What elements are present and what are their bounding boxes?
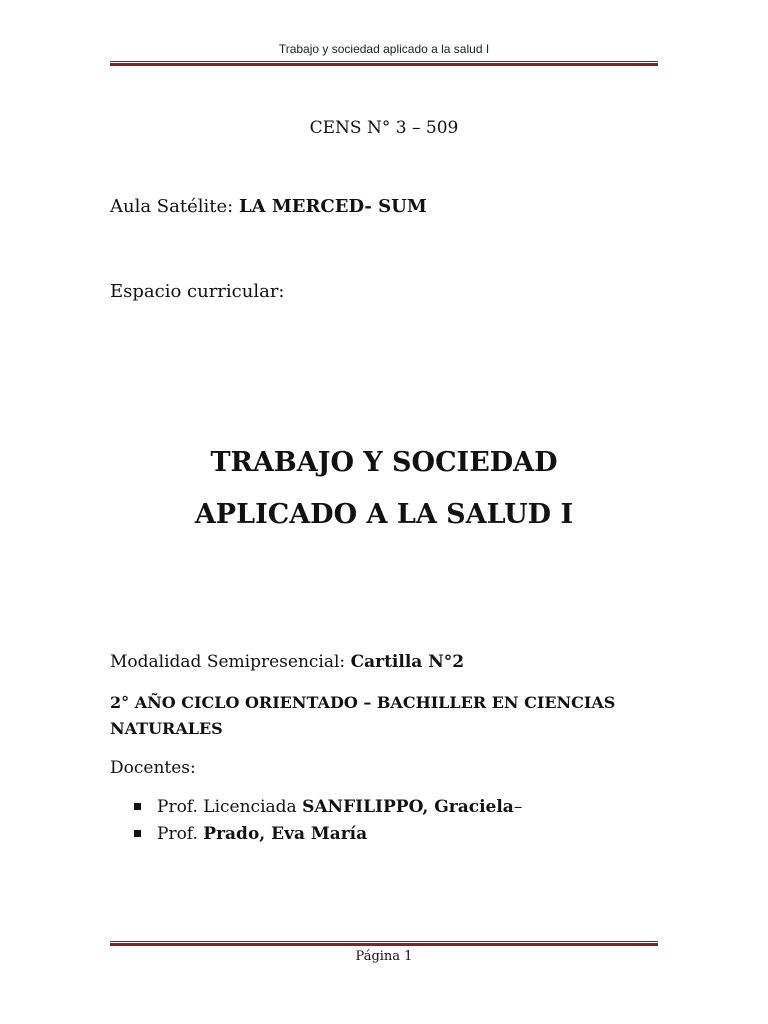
aula-label: Aula Satélite:: [110, 196, 239, 217]
aula-line: [110, 196, 427, 217]
docentes-label: Docentes:: [110, 758, 196, 778]
aula-value: LA MERCED- SUM: [238, 196, 427, 217]
docente-name: Prado, Eva María: [203, 823, 368, 844]
docente-suffix: –: [513, 796, 523, 817]
school-name: CENS N° 3 – 509: [309, 118, 459, 138]
course-year: 2° AÑO CICLO ORIENTADO – BACHILLER EN CIENCIAS NATURALES: [110, 693, 616, 738]
header-rule: [110, 61, 658, 66]
modalidad-line: [110, 652, 464, 672]
espacio-label: Espacio curricular:: [110, 281, 285, 302]
docente-item: [134, 820, 522, 847]
square-bullet-icon: [134, 830, 141, 837]
main-title-line1: TRABAJO Y SOCIEDAD: [210, 447, 558, 478]
docente-prefix: Prof. Licenciada: [157, 796, 297, 817]
docente-prefix: Prof.: [157, 823, 198, 844]
docente-name: SANFILIPPO, Graciela: [302, 796, 514, 817]
modalidad-label: Modalidad Semipresencial:: [110, 652, 351, 672]
modalidad-value: Cartilla N°2: [350, 652, 465, 672]
footer-rule: [110, 941, 658, 946]
main-title-line2: APLICADO A LA SALUD I: [194, 499, 574, 530]
page-number: Página 1: [355, 949, 413, 964]
docentes-list: [134, 793, 522, 847]
square-bullet-icon: [134, 803, 141, 810]
docente-item: [134, 793, 522, 820]
page-header: Trabajo y sociedad aplicado a la salud I: [278, 42, 490, 56]
